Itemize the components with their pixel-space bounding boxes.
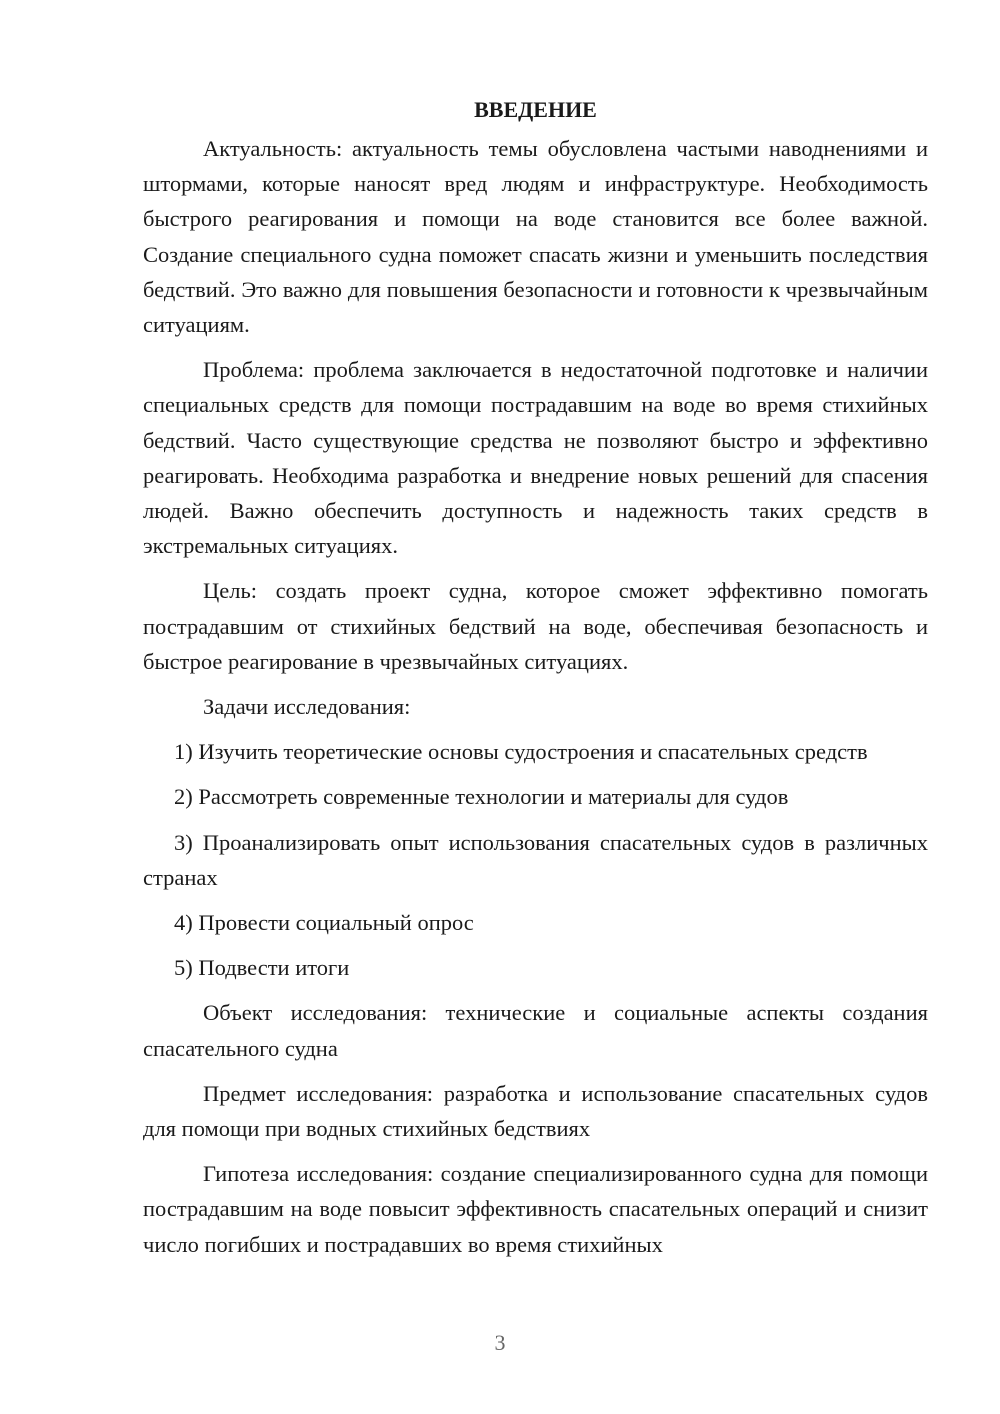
paragraph-goal: Цель: создать проект судна, которое сможет эффективно помогать пострадавшим от стихийных бедствий на воде, обеспечивая безопасность и быстрое реагирование в чрезвычайных ситуациях.	[143, 578, 928, 674]
paragraph-problem: Проблема: проблема заключается в недостаточной подготовке и наличии специальных средств для помощи пострадавшим на воде во время стихийных бедствий. Часто существующие средства не позволяют быстро и эффективно реагировать. Необходима разработка и внедрение новых решений для спасения людей. Важно обеспечить доступность и надежность таких средств в экстремальных ситуациях.	[143, 357, 928, 559]
paragraph-hypothesis: Гипотеза исследования: создание специализированного судна для помощи пострадавшим на воде повысит эффективность спасательных операций и снизит число погибших и пострадавших во время стихийных	[143, 1161, 928, 1257]
task-item-1: 1) Изучить теоретические основы судостроения и спасательных средств	[174, 739, 868, 765]
task-item-4: 4) Провести социальный опрос	[174, 910, 474, 936]
paragraph-relevance: Актуальность: актуальность темы обусловлена частыми наводнениями и штормами, которые наносят вред людям и инфраструктуре. Необходимость быстрого реагирования и помощи на воде становится все более важной. Создание специального судна поможет спасать жизни и уменьшить последствия бедствий. Это важно для повышения безопасности и готовности к чрезвычайным ситуациям.	[143, 136, 928, 338]
task-item-5: 5) Подвести итоги	[174, 955, 350, 981]
document-page	[143, 92, 928, 1272]
task-item-3: 3) Проанализировать опыт использования спасательных судов в различных странах	[143, 829, 928, 890]
page-title: ВВЕДЕНИЕ	[474, 97, 597, 122]
task-item-2: 2) Рассмотреть современные технологии и материалы для судов	[174, 784, 789, 810]
paragraph-tasks-heading: Задачи исследования:	[203, 694, 411, 720]
page-number: 3	[494, 1330, 506, 1355]
paragraph-subject: Предмет исследования: разработка и использование спасательных судов для помощи при водных стихийных бедствиях	[143, 1080, 928, 1142]
paragraph-object: Объект исследования: технические и социальные аспекты создания спасательного судна	[143, 1000, 928, 1061]
